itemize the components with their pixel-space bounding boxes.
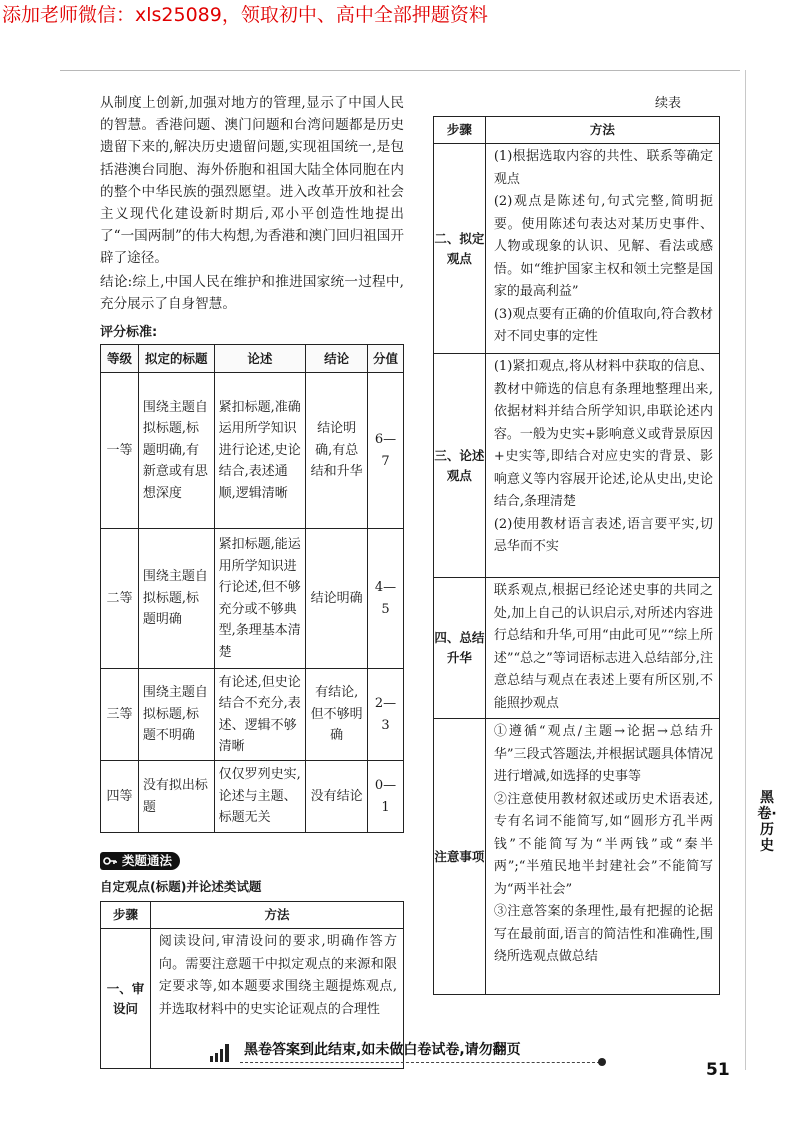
watermark-banner: 添加老师微信：xls25089，领取初中、高中全部押题资料: [2, 4, 488, 26]
title-cell: 围绕主题自拟标题,标题不明确: [138, 669, 214, 761]
left-column: [100, 92, 404, 1069]
step-cell: 注意事项: [434, 719, 486, 995]
method-text: (1)紧扣观点,将从材料中获取的信息、教材中筛选的信息有条理地整理出来,依据材料并结合所学知识,串联论述内容。一般为史实+影响意义或背景原因+史实等,即结合对应史实的背景、影响意义等内容展开论述,论从史出,史论结合,条理清楚 (2)使用教材语言表述,语言要平实,切忌华而不实: [493, 359, 713, 554]
page: [0, 30, 800, 1132]
scoring-table: [100, 344, 404, 833]
table-row: [434, 144, 720, 354]
title-cell: 没有拟出标题: [138, 761, 214, 833]
header-method: 方法: [485, 117, 719, 144]
method-cell: [485, 719, 719, 995]
method-header-row: [434, 117, 720, 144]
argument-cell: 仅仅罗列史实,论述与主题、标题无关: [214, 761, 306, 833]
grade-cell: 三等: [101, 669, 139, 761]
method-text: (1)根据选取内容的共性、联系等确定观点 (2)观点是陈述句,句式完整,简明扼要。使用陈述句表达对某历史事件、人物或现象的认识、见解、看法或感悟。如“维护国家主权和领土完整是国家的最高利益” (3)观点要有正确的价值取向,符合教材对不同史事的定性: [493, 149, 713, 344]
section-header: [100, 851, 404, 871]
grade-cell: 四等: [101, 761, 139, 833]
header-grade: 等级: [101, 345, 139, 373]
method-table-right: [433, 116, 720, 995]
scoring-label: 评分标准:: [100, 325, 158, 341]
score-cell: 4—5: [368, 529, 404, 669]
argument-cell: 紧扣标题,准确运用所学知识进行论述,史论结合,表述通顺,逻辑清晰: [214, 373, 306, 529]
header-step: 步骤: [101, 902, 151, 929]
score-cell: 2—3: [368, 669, 404, 761]
conclusion-cell: 结论明确,有总结和升华: [306, 373, 368, 529]
header-title: 拟定的标题: [138, 345, 214, 373]
dot-icon: [598, 1058, 606, 1066]
step-cell: 一、审设问: [101, 929, 151, 1069]
method-text: 联系观点,根据已经论述史事的共同之处,加上自己的认识启示,对所述内容进行总结和升华,可用“由此可见”“综上所述”“总之”等词语标志进入总结部分,注意总结与观点在表述上要有所区别,不能照抄观点: [493, 583, 713, 711]
table-row: [101, 373, 404, 529]
conclusion-cell: 结论明确: [306, 529, 368, 669]
grade-cell: 二等: [101, 529, 139, 669]
bars-icon: [210, 1044, 232, 1062]
conclusion-cell: 没有结论: [306, 761, 368, 833]
title-cell: 围绕主题自拟标题,标题明确: [138, 529, 214, 669]
side-tab: 黑卷·历史: [757, 790, 777, 854]
scoring-header-row: [101, 345, 404, 373]
grade-cell: 一等: [101, 373, 139, 529]
continuation-label: 续表: [655, 96, 682, 111]
table-row: [434, 719, 720, 995]
method-cell: [485, 144, 719, 354]
header-method: 方法: [150, 902, 403, 929]
step-cell: 二、拟定观点: [434, 144, 486, 354]
intro-paragraph: 从制度上创新,加强对地方的管理,显示了中国人民的智慧。香港问题、澳门问题和台湾问题都是历史遗留下来的,解决历史遗留问题,实现祖国统一,是包括港澳台同胞、海外侨胞和祖国大陆全体同胞在内的整个中华民族的强烈愿望。进入改革开放和社会主义现代化建设新时期后,邓小平创造性地提出了“一国两制”的伟大构想,为香港和澳门回归祖国开辟了途径。: [100, 95, 404, 267]
table-row: [101, 761, 404, 833]
score-cell: 6—7: [368, 373, 404, 529]
table-row: [434, 354, 720, 578]
table-row: [434, 578, 720, 719]
conclusion-cell: 有结论,但不够明确: [306, 669, 368, 761]
header-score: 分值: [368, 345, 404, 373]
method-cell: [485, 354, 719, 578]
page-number: 51: [706, 1060, 730, 1080]
header-argument: 论述: [214, 345, 306, 373]
section-badge: 类题通法: [120, 852, 180, 870]
method-title: 自定观点(标题)并论述类试题: [100, 879, 262, 895]
method-cell: 阅读设问,审清设问的要求,明确作答方向。需要注意题干中拟定观点的来源和限定要求等,如本题要求围绕主题提炼观点,并选取材料中的史实论证观点的合理性: [150, 929, 403, 1069]
table-row: [101, 529, 404, 669]
step-cell: 四、总结升华: [434, 578, 486, 719]
title-cell: 围绕主题自拟标题,标题明确,有新意或有思想深度: [138, 373, 214, 529]
footer-text: 黑卷答案到此结束,如未做白卷试卷,请勿翻页: [244, 1042, 521, 1058]
method-cell: [485, 578, 719, 719]
margin-rule: [745, 70, 746, 1070]
score-cell: 0—1: [368, 761, 404, 833]
footer-dotted-line: [240, 1062, 600, 1063]
method-text: ①遵循“观点/主题→论据→总结升华”三段式答题法,并根据试题具体情况进行增减,如选择的史事等 ②注意使用教材叙述或历史术语表述,专有名词不能简写,如“圆形方孔半两钱”不能简写为“半两钱”或“秦半两”;“半殖民地半封建社会”不能简写为“两半社会” ③注意答案的条理性,最有把握的论据写在最前面,语言的简洁性和准确性,围绕所选观点做总结: [493, 724, 713, 964]
header-rule: [60, 70, 740, 71]
argument-cell: 有论述,但史论结合不充分,表述、逻辑不够清晰: [214, 669, 306, 761]
method-header-row: [101, 902, 404, 929]
table-row: [101, 669, 404, 761]
step-cell: 三、论述观点: [434, 354, 486, 578]
footer: [210, 1038, 620, 1066]
header-conclusion: 结论: [306, 345, 368, 373]
key-icon: [100, 852, 120, 870]
header-step: 步骤: [434, 117, 486, 144]
conclusion-paragraph: 结论:综上,中国人民在维护和推进国家统一过程中,充分展示了自身智慧。: [100, 273, 404, 312]
argument-cell: 紧扣标题,能运用所学知识进行论述,但不够充分或不够典型,条理基本清楚: [214, 529, 306, 669]
